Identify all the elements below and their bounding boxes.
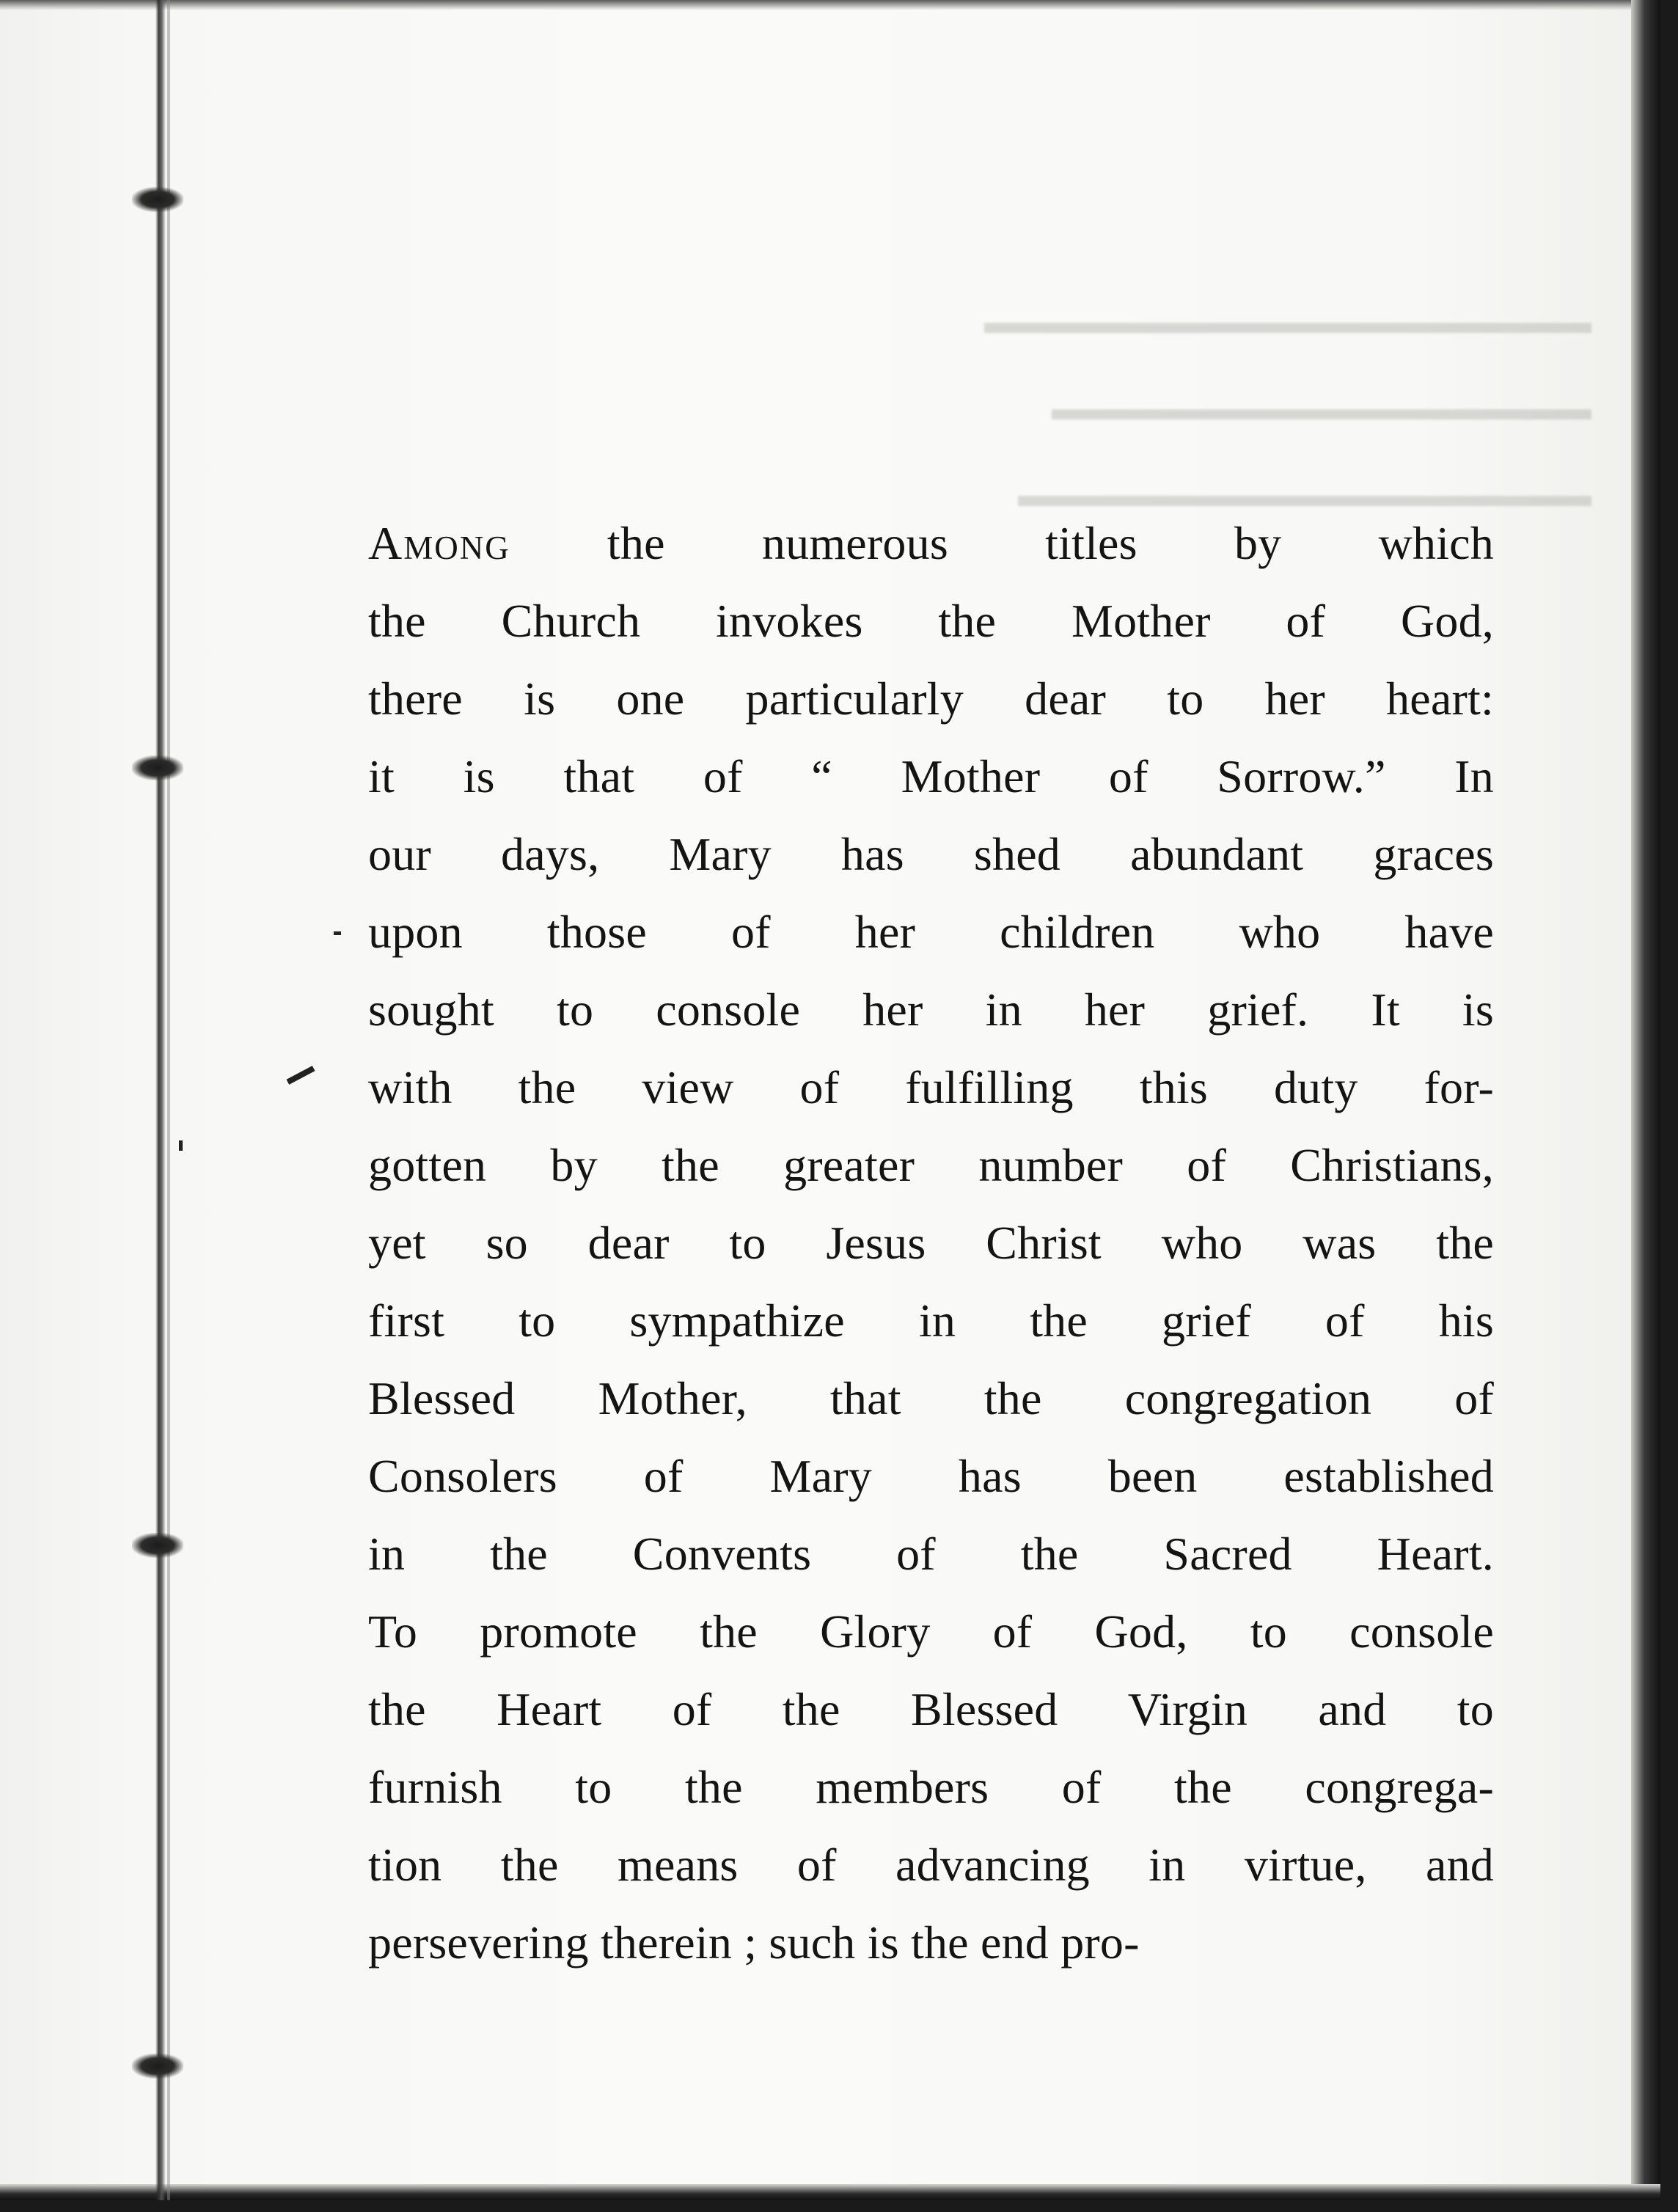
bleed-through-text: ▬▬▬▬▬▬▬▬▬▬▬▬▬▬▬▬▬▬ ▬▬▬▬▬▬▬▬▬▬▬▬▬▬▬▬ ▬▬▬▬▬▬▬▬▬▬▬▬▬▬▬▬▬: [984, 303, 1591, 513]
text-line-17: furnish to the members of the congrega-: [368, 1761, 1494, 1813]
page-right-edge: [1631, 0, 1660, 2200]
ink-mark: [286, 1066, 315, 1085]
text-line-18: tion the means of advancing in virtue, and: [368, 1839, 1494, 1891]
binding-stitching: [0, 0, 191, 2200]
text-line-15: To promote the Glory of God, to console: [368, 1605, 1494, 1658]
text-line-11: first to sympathize in the grief of his: [368, 1294, 1494, 1347]
text-line-16: the Heart of the Blessed Virgin and to: [368, 1683, 1494, 1735]
text-line-6: upon those of her children who have: [368, 906, 1494, 958]
text-line-5: our days, Mary has shed abundant graces: [368, 828, 1494, 880]
page-bottom-edge: [0, 2184, 1660, 2200]
text-line-12: Blessed Mother, that the congregation of: [368, 1372, 1494, 1424]
text-line-3: there is one particularly dear to her heart:: [368, 673, 1494, 725]
drop-lead-word: Among: [368, 517, 510, 569]
text-line-13: Consolers of Mary has been established: [368, 1450, 1494, 1502]
text-line-4: it is that of “ Mother of Sorrow.” In: [368, 750, 1494, 802]
text-line-1: Among the numerous titles by which: [368, 517, 1494, 569]
text-line-8: with the view of fulfilling this duty for-: [368, 1061, 1494, 1113]
ink-mark: [179, 1140, 183, 1151]
text-line-14: in the Convents of the Sacred Heart.: [368, 1528, 1494, 1580]
text-line-9: gotten by the greater number of Christians,: [368, 1139, 1494, 1191]
stitch-knot: [132, 2054, 183, 2079]
text-line-19: persevering therein ; such is the end pro-: [368, 1916, 1140, 1969]
stitch-knot: [132, 187, 183, 212]
binding-thread: [155, 0, 166, 2200]
stitch-knot: [132, 1533, 183, 1558]
text-line-10: yet so dear to Jesus Christ who was the: [368, 1217, 1494, 1269]
text-line-7: sought to console her in her grief. It is: [368, 984, 1494, 1036]
body-text: [368, 505, 1494, 1982]
page-top-edge: [0, 0, 1660, 10]
binding-thread-shadow: [167, 0, 170, 2200]
stitch-knot: [132, 755, 183, 780]
text-line-2: the Church invokes the Mother of God,: [368, 595, 1494, 647]
ink-mark: [334, 931, 341, 935]
